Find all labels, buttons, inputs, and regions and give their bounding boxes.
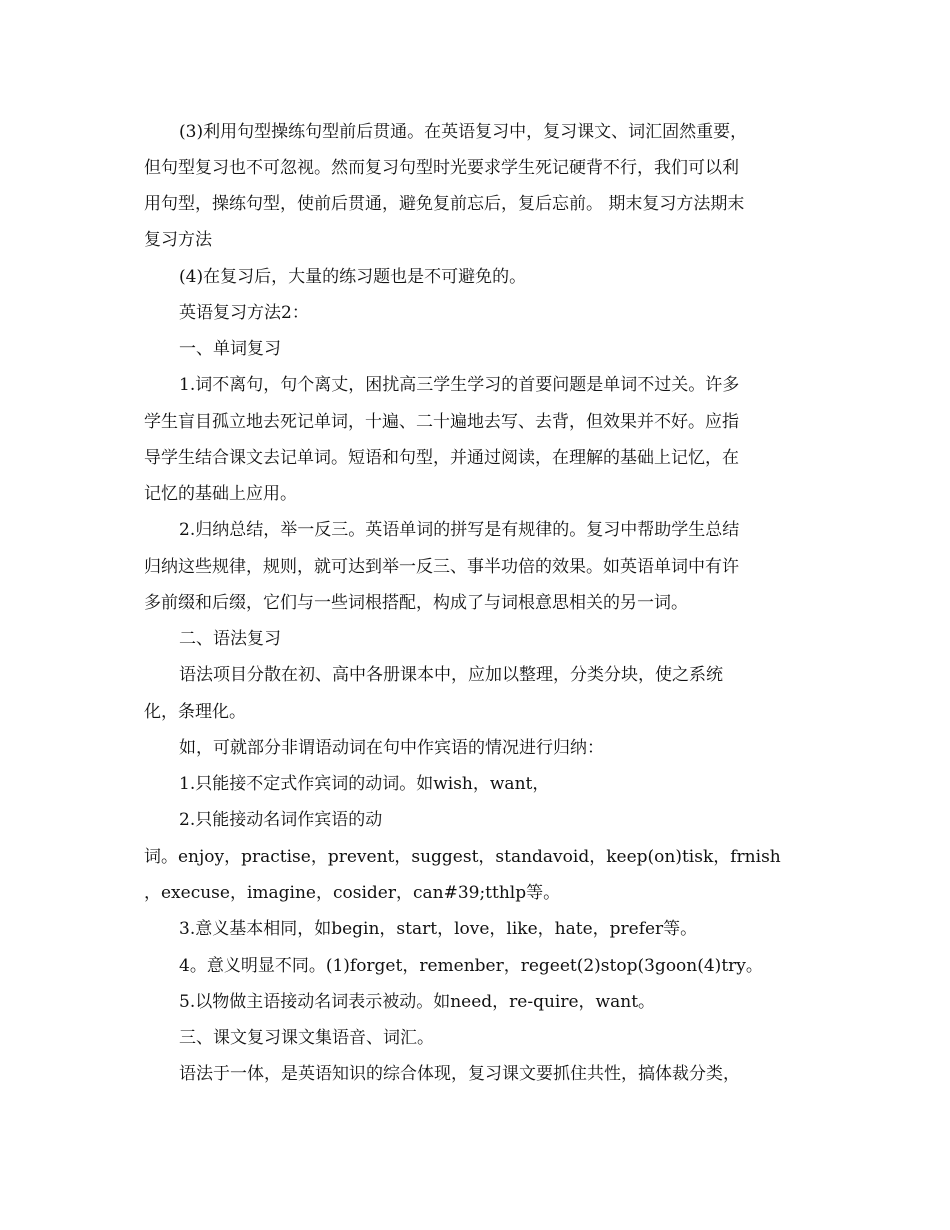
text-line-5: (4)在复习后，大量的练习题也是不可避免的。 (179, 267, 527, 287)
text-line-6: 英语复习方法2： (179, 303, 309, 323)
text-line-3: 用句型，操练句型，使前后贯通，避免复前忘后，复后忘前。 期末复习方法期末 (144, 194, 745, 214)
section-heading-grammar: 二、语法复习 (179, 629, 281, 649)
text-line-27: 语法于一体，是英语知识的综合体现，复习课文要抓住共性，搞体裁分类， (179, 1064, 740, 1084)
text-line-16: 语法项目分散在初、高中各册课本中，应加以整理，分类分块，使之系统 (179, 665, 723, 685)
text-line-10: 导学生结合课文去记单词。短语和句型，并通过阅读，在理解的基础上记忆，在 (144, 448, 739, 468)
text-line-14: 多前缀和后缀，它们与一些词根搭配，构成了与词根意思相关的另一词。 (144, 593, 688, 613)
text-line-18: 如，可就部分非谓语动词在句中作宾语的情况进行归纳： (179, 738, 604, 758)
text-line-21: 词。enjoy，practise，prevent，suggest，standavoid，keep(on)tisk，frnish (144, 847, 781, 867)
text-line-25: 5.以物做主语接动名词表示被动。如need，re-quire，want。 (179, 992, 656, 1012)
section-heading-texts: 三、课文复习课文集语音、词汇。 (179, 1028, 434, 1048)
text-line-11: 记忆的基础上应用。 (144, 484, 297, 504)
text-line-20: 2.只能接动名词作宾语的动 (179, 810, 383, 830)
text-line-23: 3.意义基本相同，如begin，start，love，like，hate，prefer等。 (179, 919, 698, 939)
text-line-1: (3)利用句型操练句型前后贯通。在英语复习中，复习课文、词汇固然重要， (179, 122, 748, 142)
text-line-17: 化，条理化。 (144, 702, 246, 722)
text-line-24: 4。意义明显不同。(1)forget，remenber，regeet(2)stop(3goon(4)try。 (179, 956, 763, 976)
text-line-2: 但句型复习也不可忽视。然而复习句型时光要求学生死记硬背不行，我们可以利 (144, 158, 739, 178)
text-line-9: 学生盲目孤立地去死记单词，十遍、二十遍地去写、去背，但效果并不好。应指 (144, 412, 739, 432)
section-heading-words: 一、单词复习 (179, 339, 281, 359)
text-line-13: 归纳这些规律，规则，就可达到举一反三、事半功倍的效果。如英语单词中有许 (144, 557, 739, 577)
text-line-4: 复习方法 (144, 230, 212, 250)
text-line-22: ，execuse，imagine，cosider，can#39;tthlp等。 (144, 883, 561, 903)
text-line-12: 2.归纳总结，举一反三。英语单词的拼写是有规律的。复习中帮助学生总结 (179, 520, 740, 540)
text-line-19: 1.只能接不定式作宾词的动词。如wish，want， (179, 774, 550, 794)
text-line-8: 1.词不离句，句个离丈，困扰高三学生学习的首要问题是单词不过关。许多 (179, 375, 740, 395)
